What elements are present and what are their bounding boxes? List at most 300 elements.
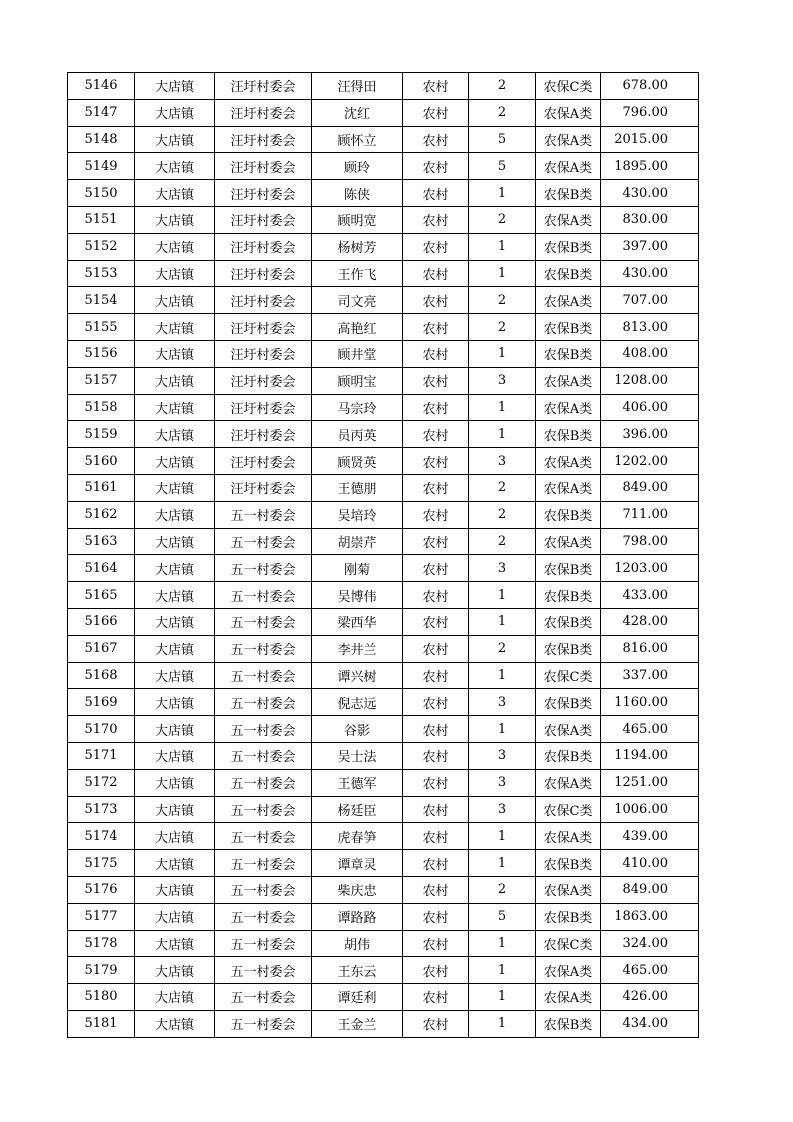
amount-cell: 707.00 <box>601 287 699 314</box>
amount-cell: 796.00 <box>601 99 699 126</box>
amount-cell: 410.00 <box>601 850 699 877</box>
insurance-category-cell: 农保B类 <box>536 1010 601 1037</box>
town-cell: 大店镇 <box>135 474 215 501</box>
village-committee-cell: 汪圩村委会 <box>215 99 312 126</box>
table-row <box>68 796 699 823</box>
table-row <box>68 394 699 421</box>
insurance-category-cell: 农保A类 <box>536 126 601 153</box>
member-count-cell: 2 <box>469 501 536 528</box>
member-count-cell: 3 <box>469 796 536 823</box>
table-row <box>68 582 699 609</box>
table-row <box>68 153 699 180</box>
insurance-category-cell: 农保A类 <box>536 474 601 501</box>
name-cell: 胡伟 <box>312 930 403 957</box>
name-cell: 沈红 <box>312 99 403 126</box>
household-type-cell: 农村 <box>403 957 469 984</box>
table-row <box>68 930 699 957</box>
name-cell: 王金兰 <box>312 1010 403 1037</box>
village-committee-cell: 五一村委会 <box>215 823 312 850</box>
member-count-cell: 1 <box>469 608 536 635</box>
household-type-cell: 农村 <box>403 474 469 501</box>
village-committee-cell: 五一村委会 <box>215 501 312 528</box>
amount-cell: 430.00 <box>601 260 699 287</box>
town-cell: 大店镇 <box>135 1010 215 1037</box>
table-row <box>68 206 699 233</box>
town-cell: 大店镇 <box>135 260 215 287</box>
town-cell: 大店镇 <box>135 180 215 207</box>
member-count-cell: 1 <box>469 823 536 850</box>
insurance-category-cell: 农保B类 <box>536 501 601 528</box>
name-cell: 王德朋 <box>312 474 403 501</box>
household-type-cell: 农村 <box>403 1010 469 1037</box>
household-type-cell: 农村 <box>403 126 469 153</box>
table-row <box>68 823 699 850</box>
town-cell: 大店镇 <box>135 689 215 716</box>
household-type-cell: 农村 <box>403 555 469 582</box>
name-cell: 员丙英 <box>312 421 403 448</box>
member-count-cell: 2 <box>469 314 536 341</box>
member-count-cell: 1 <box>469 582 536 609</box>
name-cell: 顾怀立 <box>312 126 403 153</box>
town-cell: 大店镇 <box>135 582 215 609</box>
member-count-cell: 2 <box>469 99 536 126</box>
row-number-cell: 5168 <box>68 662 135 689</box>
member-count-cell: 3 <box>469 448 536 475</box>
village-committee-cell: 五一村委会 <box>215 850 312 877</box>
household-type-cell: 农村 <box>403 823 469 850</box>
household-type-cell: 农村 <box>403 367 469 394</box>
household-type-cell: 农村 <box>403 73 469 100</box>
amount-cell: 849.00 <box>601 474 699 501</box>
amount-cell: 465.00 <box>601 716 699 743</box>
household-type-cell: 农村 <box>403 984 469 1011</box>
town-cell: 大店镇 <box>135 340 215 367</box>
row-number-cell: 5154 <box>68 287 135 314</box>
name-cell: 王德军 <box>312 769 403 796</box>
amount-cell: 2015.00 <box>601 126 699 153</box>
village-committee-cell: 汪圩村委会 <box>215 153 312 180</box>
row-number-cell: 5149 <box>68 153 135 180</box>
row-number-cell: 5148 <box>68 126 135 153</box>
member-count-cell: 1 <box>469 394 536 421</box>
household-type-cell: 农村 <box>403 930 469 957</box>
name-cell: 汪得田 <box>312 73 403 100</box>
insurance-category-cell: 农保A类 <box>536 716 601 743</box>
member-count-cell: 2 <box>469 206 536 233</box>
household-type-cell: 农村 <box>403 528 469 555</box>
row-number-cell: 5150 <box>68 180 135 207</box>
household-type-cell: 农村 <box>403 635 469 662</box>
household-type-cell: 农村 <box>403 260 469 287</box>
table-row <box>68 501 699 528</box>
name-cell: 陈侠 <box>312 180 403 207</box>
town-cell: 大店镇 <box>135 716 215 743</box>
insurance-category-cell: 农保B类 <box>536 260 601 287</box>
amount-cell: 408.00 <box>601 340 699 367</box>
village-committee-cell: 汪圩村委会 <box>215 448 312 475</box>
town-cell: 大店镇 <box>135 930 215 957</box>
town-cell: 大店镇 <box>135 903 215 930</box>
member-count-cell: 1 <box>469 340 536 367</box>
name-cell: 谭兴树 <box>312 662 403 689</box>
village-committee-cell: 五一村委会 <box>215 957 312 984</box>
amount-cell: 406.00 <box>601 394 699 421</box>
amount-cell: 1251.00 <box>601 769 699 796</box>
insurance-category-cell: 农保B类 <box>536 903 601 930</box>
amount-cell: 813.00 <box>601 314 699 341</box>
row-number-cell: 5172 <box>68 769 135 796</box>
member-count-cell: 1 <box>469 662 536 689</box>
table-row <box>68 180 699 207</box>
table-row <box>68 448 699 475</box>
village-committee-cell: 汪圩村委会 <box>215 126 312 153</box>
row-number-cell: 5160 <box>68 448 135 475</box>
town-cell: 大店镇 <box>135 448 215 475</box>
amount-cell: 1202.00 <box>601 448 699 475</box>
table-row <box>68 340 699 367</box>
village-committee-cell: 五一村委会 <box>215 555 312 582</box>
household-type-cell: 农村 <box>403 180 469 207</box>
row-number-cell: 5158 <box>68 394 135 421</box>
name-cell: 倪志远 <box>312 689 403 716</box>
name-cell: 顾玲 <box>312 153 403 180</box>
household-type-cell: 农村 <box>403 153 469 180</box>
member-count-cell: 1 <box>469 850 536 877</box>
household-type-cell: 农村 <box>403 689 469 716</box>
member-count-cell: 2 <box>469 528 536 555</box>
table-row <box>68 635 699 662</box>
amount-cell: 1208.00 <box>601 367 699 394</box>
member-count-cell: 2 <box>469 876 536 903</box>
town-cell: 大店镇 <box>135 769 215 796</box>
row-number-cell: 5181 <box>68 1010 135 1037</box>
member-count-cell: 1 <box>469 930 536 957</box>
household-type-cell: 农村 <box>403 206 469 233</box>
insurance-category-cell: 农保A类 <box>536 957 601 984</box>
table-row <box>68 903 699 930</box>
amount-cell: 1895.00 <box>601 153 699 180</box>
row-number-cell: 5161 <box>68 474 135 501</box>
row-number-cell: 5159 <box>68 421 135 448</box>
member-count-cell: 1 <box>469 984 536 1011</box>
amount-cell: 337.00 <box>601 662 699 689</box>
insurance-category-cell: 农保B类 <box>536 608 601 635</box>
insurance-category-cell: 农保A类 <box>536 823 601 850</box>
insurance-category-cell: 农保A类 <box>536 206 601 233</box>
row-number-cell: 5162 <box>68 501 135 528</box>
village-committee-cell: 汪圩村委会 <box>215 287 312 314</box>
town-cell: 大店镇 <box>135 153 215 180</box>
row-number-cell: 5151 <box>68 206 135 233</box>
insurance-category-cell: 农保B类 <box>536 850 601 877</box>
town-cell: 大店镇 <box>135 984 215 1011</box>
household-type-cell: 农村 <box>403 394 469 421</box>
name-cell: 胡崇芹 <box>312 528 403 555</box>
row-number-cell: 5180 <box>68 984 135 1011</box>
town-cell: 大店镇 <box>135 99 215 126</box>
amount-cell: 465.00 <box>601 957 699 984</box>
table-row <box>68 421 699 448</box>
table-row <box>68 367 699 394</box>
table-row <box>68 260 699 287</box>
insurance-category-cell: 农保A类 <box>536 769 601 796</box>
town-cell: 大店镇 <box>135 421 215 448</box>
household-type-cell: 农村 <box>403 796 469 823</box>
table-row <box>68 742 699 769</box>
name-cell: 吴培玲 <box>312 501 403 528</box>
town-cell: 大店镇 <box>135 823 215 850</box>
insurance-category-cell: 农保C类 <box>536 662 601 689</box>
records-table <box>67 72 699 1038</box>
name-cell: 顾井堂 <box>312 340 403 367</box>
village-committee-cell: 五一村委会 <box>215 528 312 555</box>
member-count-cell: 2 <box>469 73 536 100</box>
table-row <box>68 233 699 260</box>
member-count-cell: 5 <box>469 903 536 930</box>
name-cell: 王作飞 <box>312 260 403 287</box>
household-type-cell: 农村 <box>403 662 469 689</box>
amount-cell: 434.00 <box>601 1010 699 1037</box>
town-cell: 大店镇 <box>135 73 215 100</box>
member-count-cell: 2 <box>469 635 536 662</box>
row-number-cell: 5157 <box>68 367 135 394</box>
name-cell: 顾明宽 <box>312 206 403 233</box>
table-row <box>68 314 699 341</box>
name-cell: 柴庆忠 <box>312 876 403 903</box>
name-cell: 谭廷利 <box>312 984 403 1011</box>
member-count-cell: 2 <box>469 287 536 314</box>
household-type-cell: 农村 <box>403 99 469 126</box>
member-count-cell: 3 <box>469 689 536 716</box>
insurance-category-cell: 农保B类 <box>536 742 601 769</box>
town-cell: 大店镇 <box>135 742 215 769</box>
row-number-cell: 5153 <box>68 260 135 287</box>
household-type-cell: 农村 <box>403 501 469 528</box>
name-cell: 谭路路 <box>312 903 403 930</box>
town-cell: 大店镇 <box>135 528 215 555</box>
village-committee-cell: 五一村委会 <box>215 903 312 930</box>
row-number-cell: 5165 <box>68 582 135 609</box>
table-row <box>68 528 699 555</box>
town-cell: 大店镇 <box>135 796 215 823</box>
insurance-category-cell: 农保C类 <box>536 930 601 957</box>
household-type-cell: 农村 <box>403 716 469 743</box>
household-type-cell: 农村 <box>403 876 469 903</box>
town-cell: 大店镇 <box>135 850 215 877</box>
table-row <box>68 99 699 126</box>
table-row <box>68 126 699 153</box>
insurance-category-cell: 农保B类 <box>536 233 601 260</box>
household-type-cell: 农村 <box>403 340 469 367</box>
amount-cell: 324.00 <box>601 930 699 957</box>
member-count-cell: 1 <box>469 957 536 984</box>
insurance-category-cell: 农保A类 <box>536 99 601 126</box>
village-committee-cell: 汪圩村委会 <box>215 421 312 448</box>
member-count-cell: 3 <box>469 367 536 394</box>
row-number-cell: 5169 <box>68 689 135 716</box>
village-committee-cell: 汪圩村委会 <box>215 233 312 260</box>
village-committee-cell: 汪圩村委会 <box>215 474 312 501</box>
town-cell: 大店镇 <box>135 394 215 421</box>
amount-cell: 1006.00 <box>601 796 699 823</box>
town-cell: 大店镇 <box>135 876 215 903</box>
village-committee-cell: 五一村委会 <box>215 689 312 716</box>
row-number-cell: 5170 <box>68 716 135 743</box>
village-committee-cell: 汪圩村委会 <box>215 367 312 394</box>
row-number-cell: 5147 <box>68 99 135 126</box>
name-cell: 吴博伟 <box>312 582 403 609</box>
insurance-category-cell: 农保B类 <box>536 421 601 448</box>
name-cell: 杨树芳 <box>312 233 403 260</box>
table-body <box>68 73 699 1038</box>
household-type-cell: 农村 <box>403 287 469 314</box>
row-number-cell: 5146 <box>68 73 135 100</box>
village-committee-cell: 五一村委会 <box>215 1010 312 1037</box>
household-type-cell: 农村 <box>403 850 469 877</box>
name-cell: 顾明宝 <box>312 367 403 394</box>
amount-cell: 816.00 <box>601 635 699 662</box>
row-number-cell: 5163 <box>68 528 135 555</box>
insurance-category-cell: 农保A类 <box>536 528 601 555</box>
member-count-cell: 1 <box>469 260 536 287</box>
member-count-cell: 3 <box>469 555 536 582</box>
village-committee-cell: 汪圩村委会 <box>215 260 312 287</box>
town-cell: 大店镇 <box>135 957 215 984</box>
insurance-category-cell: 农保B类 <box>536 635 601 662</box>
row-number-cell: 5155 <box>68 314 135 341</box>
name-cell: 吴士法 <box>312 742 403 769</box>
town-cell: 大店镇 <box>135 608 215 635</box>
row-number-cell: 5152 <box>68 233 135 260</box>
member-count-cell: 1 <box>469 233 536 260</box>
town-cell: 大店镇 <box>135 555 215 582</box>
village-committee-cell: 汪圩村委会 <box>215 394 312 421</box>
insurance-category-cell: 农保C类 <box>536 796 601 823</box>
member-count-cell: 5 <box>469 153 536 180</box>
village-committee-cell: 五一村委会 <box>215 796 312 823</box>
name-cell: 王东云 <box>312 957 403 984</box>
name-cell: 梁西华 <box>312 608 403 635</box>
amount-cell: 439.00 <box>601 823 699 850</box>
member-count-cell: 5 <box>469 126 536 153</box>
member-count-cell: 2 <box>469 474 536 501</box>
table-row <box>68 73 699 100</box>
table-row <box>68 957 699 984</box>
name-cell: 顾贤英 <box>312 448 403 475</box>
amount-cell: 397.00 <box>601 233 699 260</box>
name-cell: 谭章灵 <box>312 850 403 877</box>
row-number-cell: 5166 <box>68 608 135 635</box>
table-row <box>68 662 699 689</box>
household-type-cell: 农村 <box>403 314 469 341</box>
table-row <box>68 555 699 582</box>
row-number-cell: 5179 <box>68 957 135 984</box>
town-cell: 大店镇 <box>135 367 215 394</box>
insurance-category-cell: 农保B类 <box>536 340 601 367</box>
village-committee-cell: 五一村委会 <box>215 984 312 1011</box>
amount-cell: 711.00 <box>601 501 699 528</box>
village-committee-cell: 汪圩村委会 <box>215 180 312 207</box>
village-committee-cell: 汪圩村委会 <box>215 314 312 341</box>
town-cell: 大店镇 <box>135 662 215 689</box>
row-number-cell: 5175 <box>68 850 135 877</box>
member-count-cell: 1 <box>469 421 536 448</box>
village-committee-cell: 汪圩村委会 <box>215 340 312 367</box>
table-row <box>68 689 699 716</box>
village-committee-cell: 五一村委会 <box>215 742 312 769</box>
amount-cell: 798.00 <box>601 528 699 555</box>
village-committee-cell: 五一村委会 <box>215 582 312 609</box>
insurance-category-cell: 农保B类 <box>536 314 601 341</box>
household-type-cell: 农村 <box>403 608 469 635</box>
table-row <box>68 984 699 1011</box>
table-row <box>68 850 699 877</box>
name-cell: 司文亮 <box>312 287 403 314</box>
row-number-cell: 5174 <box>68 823 135 850</box>
village-committee-cell: 汪圩村委会 <box>215 206 312 233</box>
town-cell: 大店镇 <box>135 314 215 341</box>
amount-cell: 433.00 <box>601 582 699 609</box>
name-cell: 谷影 <box>312 716 403 743</box>
village-committee-cell: 五一村委会 <box>215 769 312 796</box>
town-cell: 大店镇 <box>135 206 215 233</box>
amount-cell: 426.00 <box>601 984 699 1011</box>
village-committee-cell: 五一村委会 <box>215 635 312 662</box>
row-number-cell: 5173 <box>68 796 135 823</box>
name-cell: 李井兰 <box>312 635 403 662</box>
insurance-category-cell: 农保B类 <box>536 689 601 716</box>
household-type-cell: 农村 <box>403 903 469 930</box>
town-cell: 大店镇 <box>135 126 215 153</box>
name-cell: 马宗玲 <box>312 394 403 421</box>
amount-cell: 1203.00 <box>601 555 699 582</box>
town-cell: 大店镇 <box>135 501 215 528</box>
village-committee-cell: 五一村委会 <box>215 716 312 743</box>
table-row <box>68 769 699 796</box>
member-count-cell: 3 <box>469 742 536 769</box>
row-number-cell: 5171 <box>68 742 135 769</box>
household-type-cell: 农村 <box>403 233 469 260</box>
name-cell: 高艳红 <box>312 314 403 341</box>
insurance-category-cell: 农保A类 <box>536 448 601 475</box>
member-count-cell: 1 <box>469 1010 536 1037</box>
village-committee-cell: 五一村委会 <box>215 662 312 689</box>
insurance-category-cell: 农保A类 <box>536 876 601 903</box>
member-count-cell: 1 <box>469 716 536 743</box>
amount-cell: 1160.00 <box>601 689 699 716</box>
row-number-cell: 5176 <box>68 876 135 903</box>
town-cell: 大店镇 <box>135 287 215 314</box>
insurance-category-cell: 农保A类 <box>536 153 601 180</box>
town-cell: 大店镇 <box>135 233 215 260</box>
amount-cell: 1863.00 <box>601 903 699 930</box>
insurance-category-cell: 农保A类 <box>536 367 601 394</box>
row-number-cell: 5164 <box>68 555 135 582</box>
table-row <box>68 287 699 314</box>
insurance-category-cell: 农保B类 <box>536 582 601 609</box>
insurance-category-cell: 农保A类 <box>536 287 601 314</box>
row-number-cell: 5156 <box>68 340 135 367</box>
household-type-cell: 农村 <box>403 582 469 609</box>
table-row <box>68 1010 699 1037</box>
village-committee-cell: 五一村委会 <box>215 930 312 957</box>
household-type-cell: 农村 <box>403 742 469 769</box>
table-row <box>68 716 699 743</box>
town-cell: 大店镇 <box>135 635 215 662</box>
insurance-category-cell: 农保B类 <box>536 180 601 207</box>
table-row <box>68 474 699 501</box>
household-type-cell: 农村 <box>403 769 469 796</box>
